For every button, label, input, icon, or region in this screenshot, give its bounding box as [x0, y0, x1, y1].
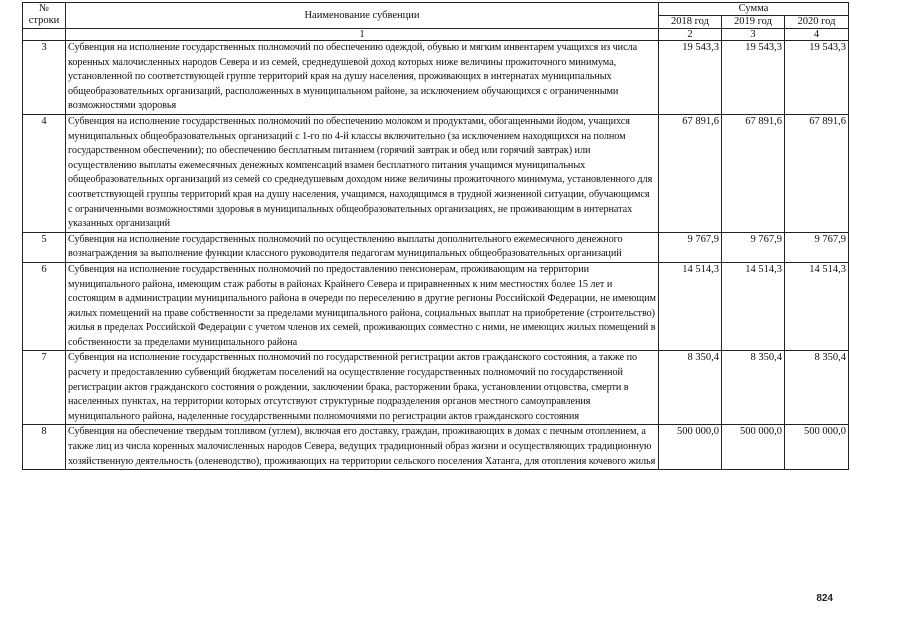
year-2019-header: 2019 год — [722, 16, 785, 29]
amount-2018: 19 543,3 — [659, 41, 722, 115]
row-number: 8 — [23, 425, 66, 470]
row-number-header-line1: № — [38, 3, 50, 14]
row-number-header — [23, 3, 66, 29]
amount-2019: 14 514,3 — [722, 262, 785, 351]
table-row — [23, 262, 849, 351]
amount-2018: 67 891,6 — [659, 114, 722, 232]
amount-2019: 9 767,9 — [722, 232, 785, 262]
year-2020-header: 2020 год — [785, 16, 849, 29]
row-number: 5 — [23, 232, 66, 262]
subvention-name: Субвенция на исполнение государственных полномочий по обеспечению одеждой, обувью и мягким инвентарем учащихся из числа коренных малочисленных народов Севера и из семей, среднедушевой доход которых ниже величины прожиточного минимума, установленной по соответствующей группе территорий края на душу населения, проживающих в интернатах муниципальных общеобразовательных организаций, расположенных в муниципальном районе, за исключением обучающихся с ограниченными возможностями здоровья — [66, 41, 659, 115]
subvention-name: Субвенция на исполнение государственных полномочий по осуществлению выплаты дополнительного ежемесячного денежного вознаграждения за выполнение функции классного руководителя педагогам муниципальных общеобразовательных организаций — [66, 232, 659, 262]
column-index-cell: 2 — [659, 29, 722, 41]
table-row — [23, 114, 849, 232]
year-2018-header: 2018 год — [659, 16, 722, 29]
row-number-header-line2: строки — [28, 15, 60, 26]
amount-2018: 500 000,0 — [659, 425, 722, 470]
amount-2018: 14 514,3 — [659, 262, 722, 351]
table-row — [23, 232, 849, 262]
amount-2020: 8 350,4 — [785, 351, 849, 425]
subvention-name: Субвенция на обеспечение твердым топливом (углем), включая его доставку, граждан, проживающих в домах с печным отоплением, а также лиц из числа коренных малочисленных народов Севера, ведущих традиционный образ жизни и осуществляющих традиционную хозяйственную деятельность (оленеводство), проживающих на территории сельского поселения Хатанга, для отопления кочевого жилья — [66, 425, 659, 470]
sum-header: Сумма — [659, 3, 849, 16]
column-index-row — [23, 29, 849, 41]
row-number: 3 — [23, 41, 66, 115]
page-number: 824 — [816, 593, 833, 604]
subvention-name: Субвенция на исполнение государственных полномочий по предоставлению пенсионерам, проживающим на территории муниципального района, имеющим стаж работы в районах Крайнего Севера и приравненных к ним местностях более 15 лет и состоящим в администрации муниципального района в очереди по переселению в другие регионы Российской Федерации, не имеющим жилых помещений на праве собственности за пределами муниципального района, социальных выплат на приобретение (строительство) жилья в пределах Российской Федерации с учетом членов их семей, проживающих совместно с ними, не имеющих жилых помещений в собственности за пределами муниципального района — [66, 262, 659, 351]
amount-2018: 9 767,9 — [659, 232, 722, 262]
table-row — [23, 425, 849, 470]
amount-2019: 67 891,6 — [722, 114, 785, 232]
column-index-cell: 3 — [722, 29, 785, 41]
amount-2020: 14 514,3 — [785, 262, 849, 351]
table-row — [23, 351, 849, 425]
subvention-name-header: Наименование субвенции — [66, 3, 659, 29]
amount-2019: 8 350,4 — [722, 351, 785, 425]
table-row — [23, 41, 849, 115]
amount-2020: 67 891,6 — [785, 114, 849, 232]
subventions-table — [22, 2, 849, 470]
column-index-cell: 4 — [785, 29, 849, 41]
amount-2020: 9 767,9 — [785, 232, 849, 262]
column-index-cell — [23, 29, 66, 41]
amount-2019: 19 543,3 — [722, 41, 785, 115]
subvention-name: Субвенция на исполнение государственных полномочий по государственной регистрации актов гражданского состояния, а также по расчету и предоставлению субвенций бюджетам поселений на осуществление государственных полномочий по государственной регистрации актов гражданского состояния о рождении, заключении брака, расторжении брака, установлении отцовства, смерти в населенных пунктах, на территории которых отсутствуют структурные подразделения органов местного самоуправления муниципального района, наделенные государственными полномочиями по регистрации актов гражданского состояния — [66, 351, 659, 425]
amount-2019: 500 000,0 — [722, 425, 785, 470]
amount-2020: 19 543,3 — [785, 41, 849, 115]
amount-2018: 8 350,4 — [659, 351, 722, 425]
table-header-row — [23, 3, 849, 16]
column-index-cell: 1 — [66, 29, 659, 41]
amount-2020: 500 000,0 — [785, 425, 849, 470]
row-number: 4 — [23, 114, 66, 232]
subvention-name: Субвенция на исполнение государственных полномочий по обеспечению молоком и продуктами, обогащенными йодом, учащихся муниципальных общеобразовательных организаций с 1-го по 4-й классы включительно (за исключением находящихся на полном государственном обеспечении); по обеспечению бесплатным питанием (горячий завтрак и обед или горячий завтрак) или осуществлению выплаты ежемесячных денежных компенсаций взамен бесплатного питания учащимся муниципальных общеобразовательных организаций из семей со среднедушевым доходом ниже величины прожиточного минимума, установленного для соответствующей группы территорий края на душу населения, учащимся, находящимся в трудной жизненной ситуации, обучающимся с ограниченными возможностями здоровья в муниципальных общеобразовательных организациях, не проживающим в интернатах указанных организаций — [66, 114, 659, 232]
row-number: 6 — [23, 262, 66, 351]
row-number: 7 — [23, 351, 66, 425]
